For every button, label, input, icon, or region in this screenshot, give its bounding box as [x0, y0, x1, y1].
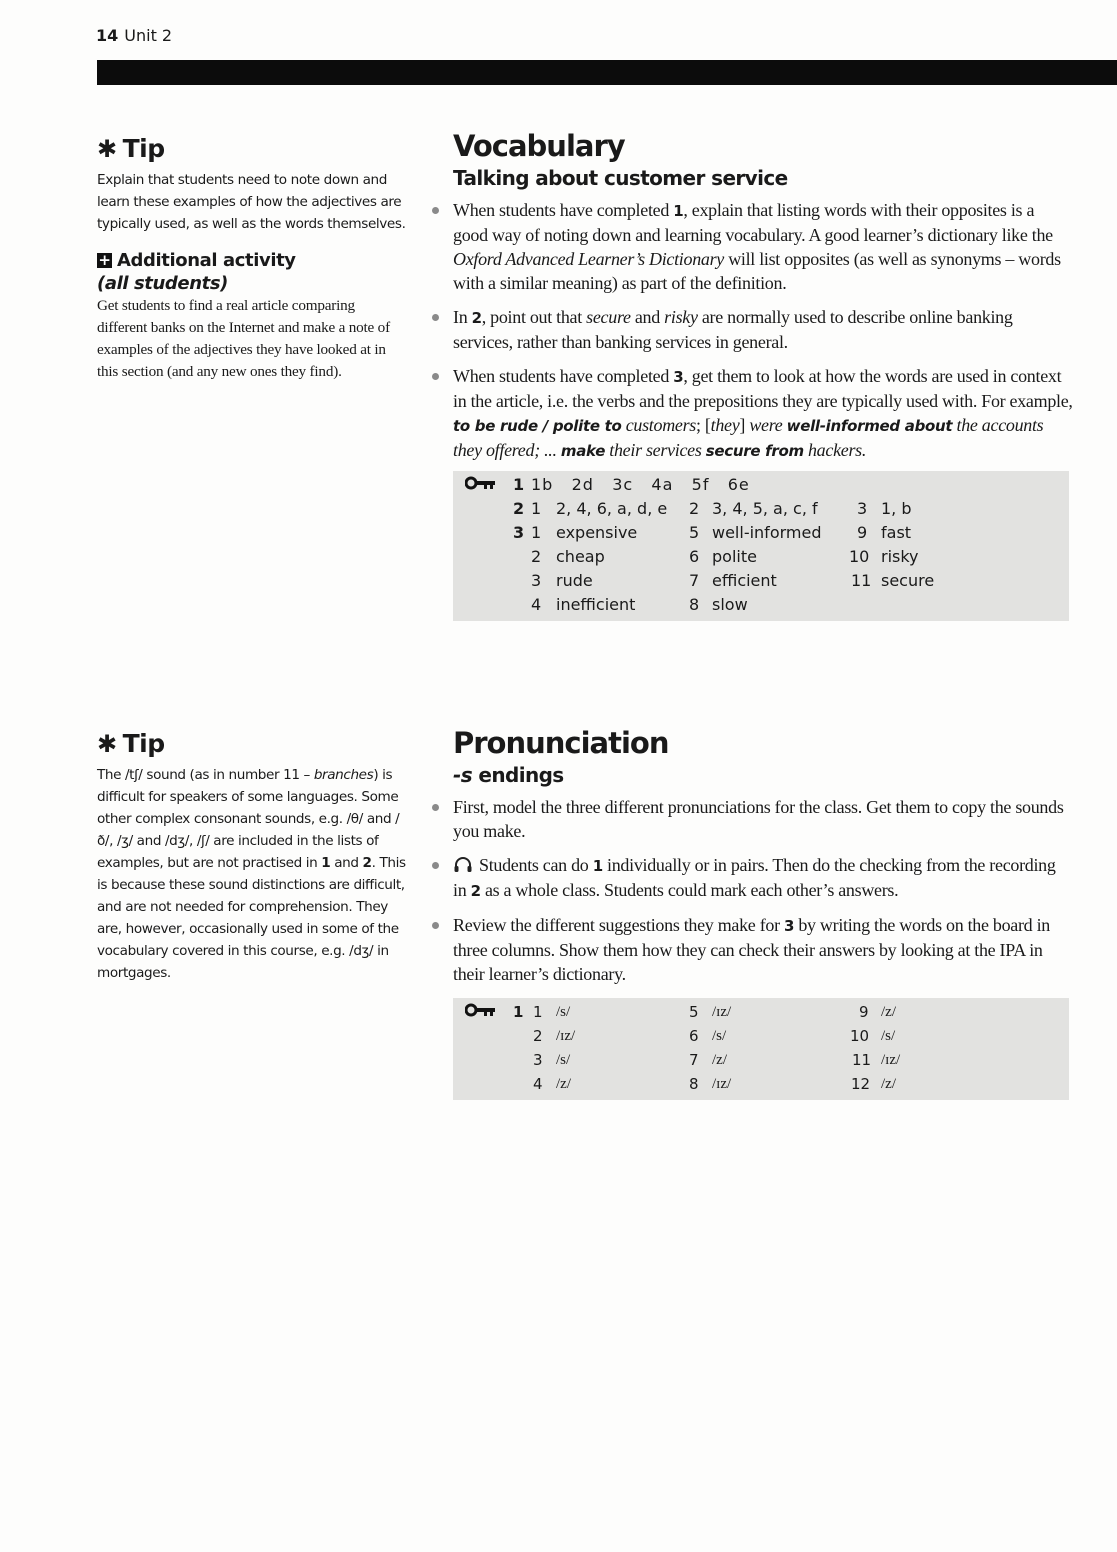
- tip-box-1: [97, 133, 407, 383]
- answer-key-box: 1 1b 2d 3c 4a 5f 6e 2 1 2, 4, 6, a, d, e 2 3, 4, 5, a, c, f 3 1, b 3 1 expensive 5 well-informed 9 fast 2 cheap 6 polite 10 risky 3 rude 7 efficient 11 secure 4 inefficient 8 slow: [453, 471, 1069, 621]
- tip-title: Tip: [122, 729, 165, 758]
- additional-activity-subtitle: (all students): [97, 273, 228, 294]
- tip-title: Tip: [122, 134, 165, 163]
- page-header: [96, 26, 172, 45]
- asterisk-icon: ✱: [97, 730, 117, 758]
- vocabulary-section: [453, 128, 1073, 621]
- asterisk-icon: ✱: [97, 135, 117, 163]
- headphones-icon: [453, 856, 473, 874]
- tip-text: The /tʃ/ sound (as in number 11 – branches) is difficult for speakers of some languages. Some other complex consonant sounds, e.g. /θ/ and /ð/, /ʒ/ and /dʒ/, /ʃ/ are included in the lists of examples, but are not practised in 1 and 2. This is because these sound distinctions are difficult, and are not needed for comprehension. They are, however, occasionally used in some of the vocabulary covered in this course, e.g. /dʒ/ in mortgages.: [97, 767, 406, 981]
- tip-box-2: [97, 728, 407, 984]
- tip-heading: [97, 133, 407, 165]
- page-number: 14: [96, 26, 119, 45]
- pronunciation-section: [453, 725, 1073, 1100]
- section-subtitle: Talking about customer service: [453, 166, 788, 190]
- tip-heading: [97, 728, 407, 760]
- bullet-item: When students have completed 1, explain that listing words with their opposites is a good way of noting down and learning vocabulary. A good learner’s dictionary like the Oxford Advanced Learner’s Dictionary will list opposites (as well as synonyms – words with a similar meaning) as part of the definition.: [453, 198, 1073, 295]
- answer-key-box: 1 1 /s/ 5 /ɪz/ 9 /z/ 2 /ɪz/ 6 /s/ 10 /s/ 3 /s/ 7 /z/ 11 /ɪz/ 4 /z/ 8 /ɪz/ 12 /z/: [453, 998, 1069, 1100]
- bullet-item: Students can do 1 individually or in pairs. Then do the checking from the recording in 2 as a whole class. Students could mark each other’s answers.: [453, 853, 1073, 903]
- section-subtitle: -s endings: [453, 763, 564, 787]
- additional-activity-heading: [97, 249, 407, 273]
- tip-text: Explain that students need to note down and learn these examples of how the adjectives are typically used, as well as the words themselves.: [97, 172, 406, 232]
- additional-activity-text: Get students to find a real article comparing different banks on the Internet and make a note of examples of the adjectives they have looked at in this section (and any new ones they find).: [97, 297, 390, 380]
- bullet-item: First, model the three different pronunciations for the class. Get them to copy the sounds you make.: [453, 795, 1073, 843]
- bullet-item: In 2, point out that secure and risky are normally used to describe online banking services, rather than banking services in general.: [453, 305, 1073, 354]
- bullet-item: When students have completed 3, get them to look at how the words are used in context in the article, i.e. the verbs and the prepositions they are typically used with. For example, to be rude / polite to customers; [they] were well-informed about the accounts they offered; ... make their services secure from hackers.: [453, 364, 1073, 463]
- section-title: Vocabulary: [453, 129, 625, 163]
- header-bar: [97, 60, 1117, 85]
- additional-activity-title: Additional activity: [117, 250, 296, 271]
- bullet-item: Review the different suggestions they make for 3 by writing the words on the board in three columns. Show them how they can check their answers by looking at the IPA in their learner’s dictionary.: [453, 913, 1073, 986]
- unit-label: Unit 2: [124, 26, 173, 45]
- section-title: Pronunciation: [453, 726, 669, 760]
- plus-icon: +: [98, 251, 111, 269]
